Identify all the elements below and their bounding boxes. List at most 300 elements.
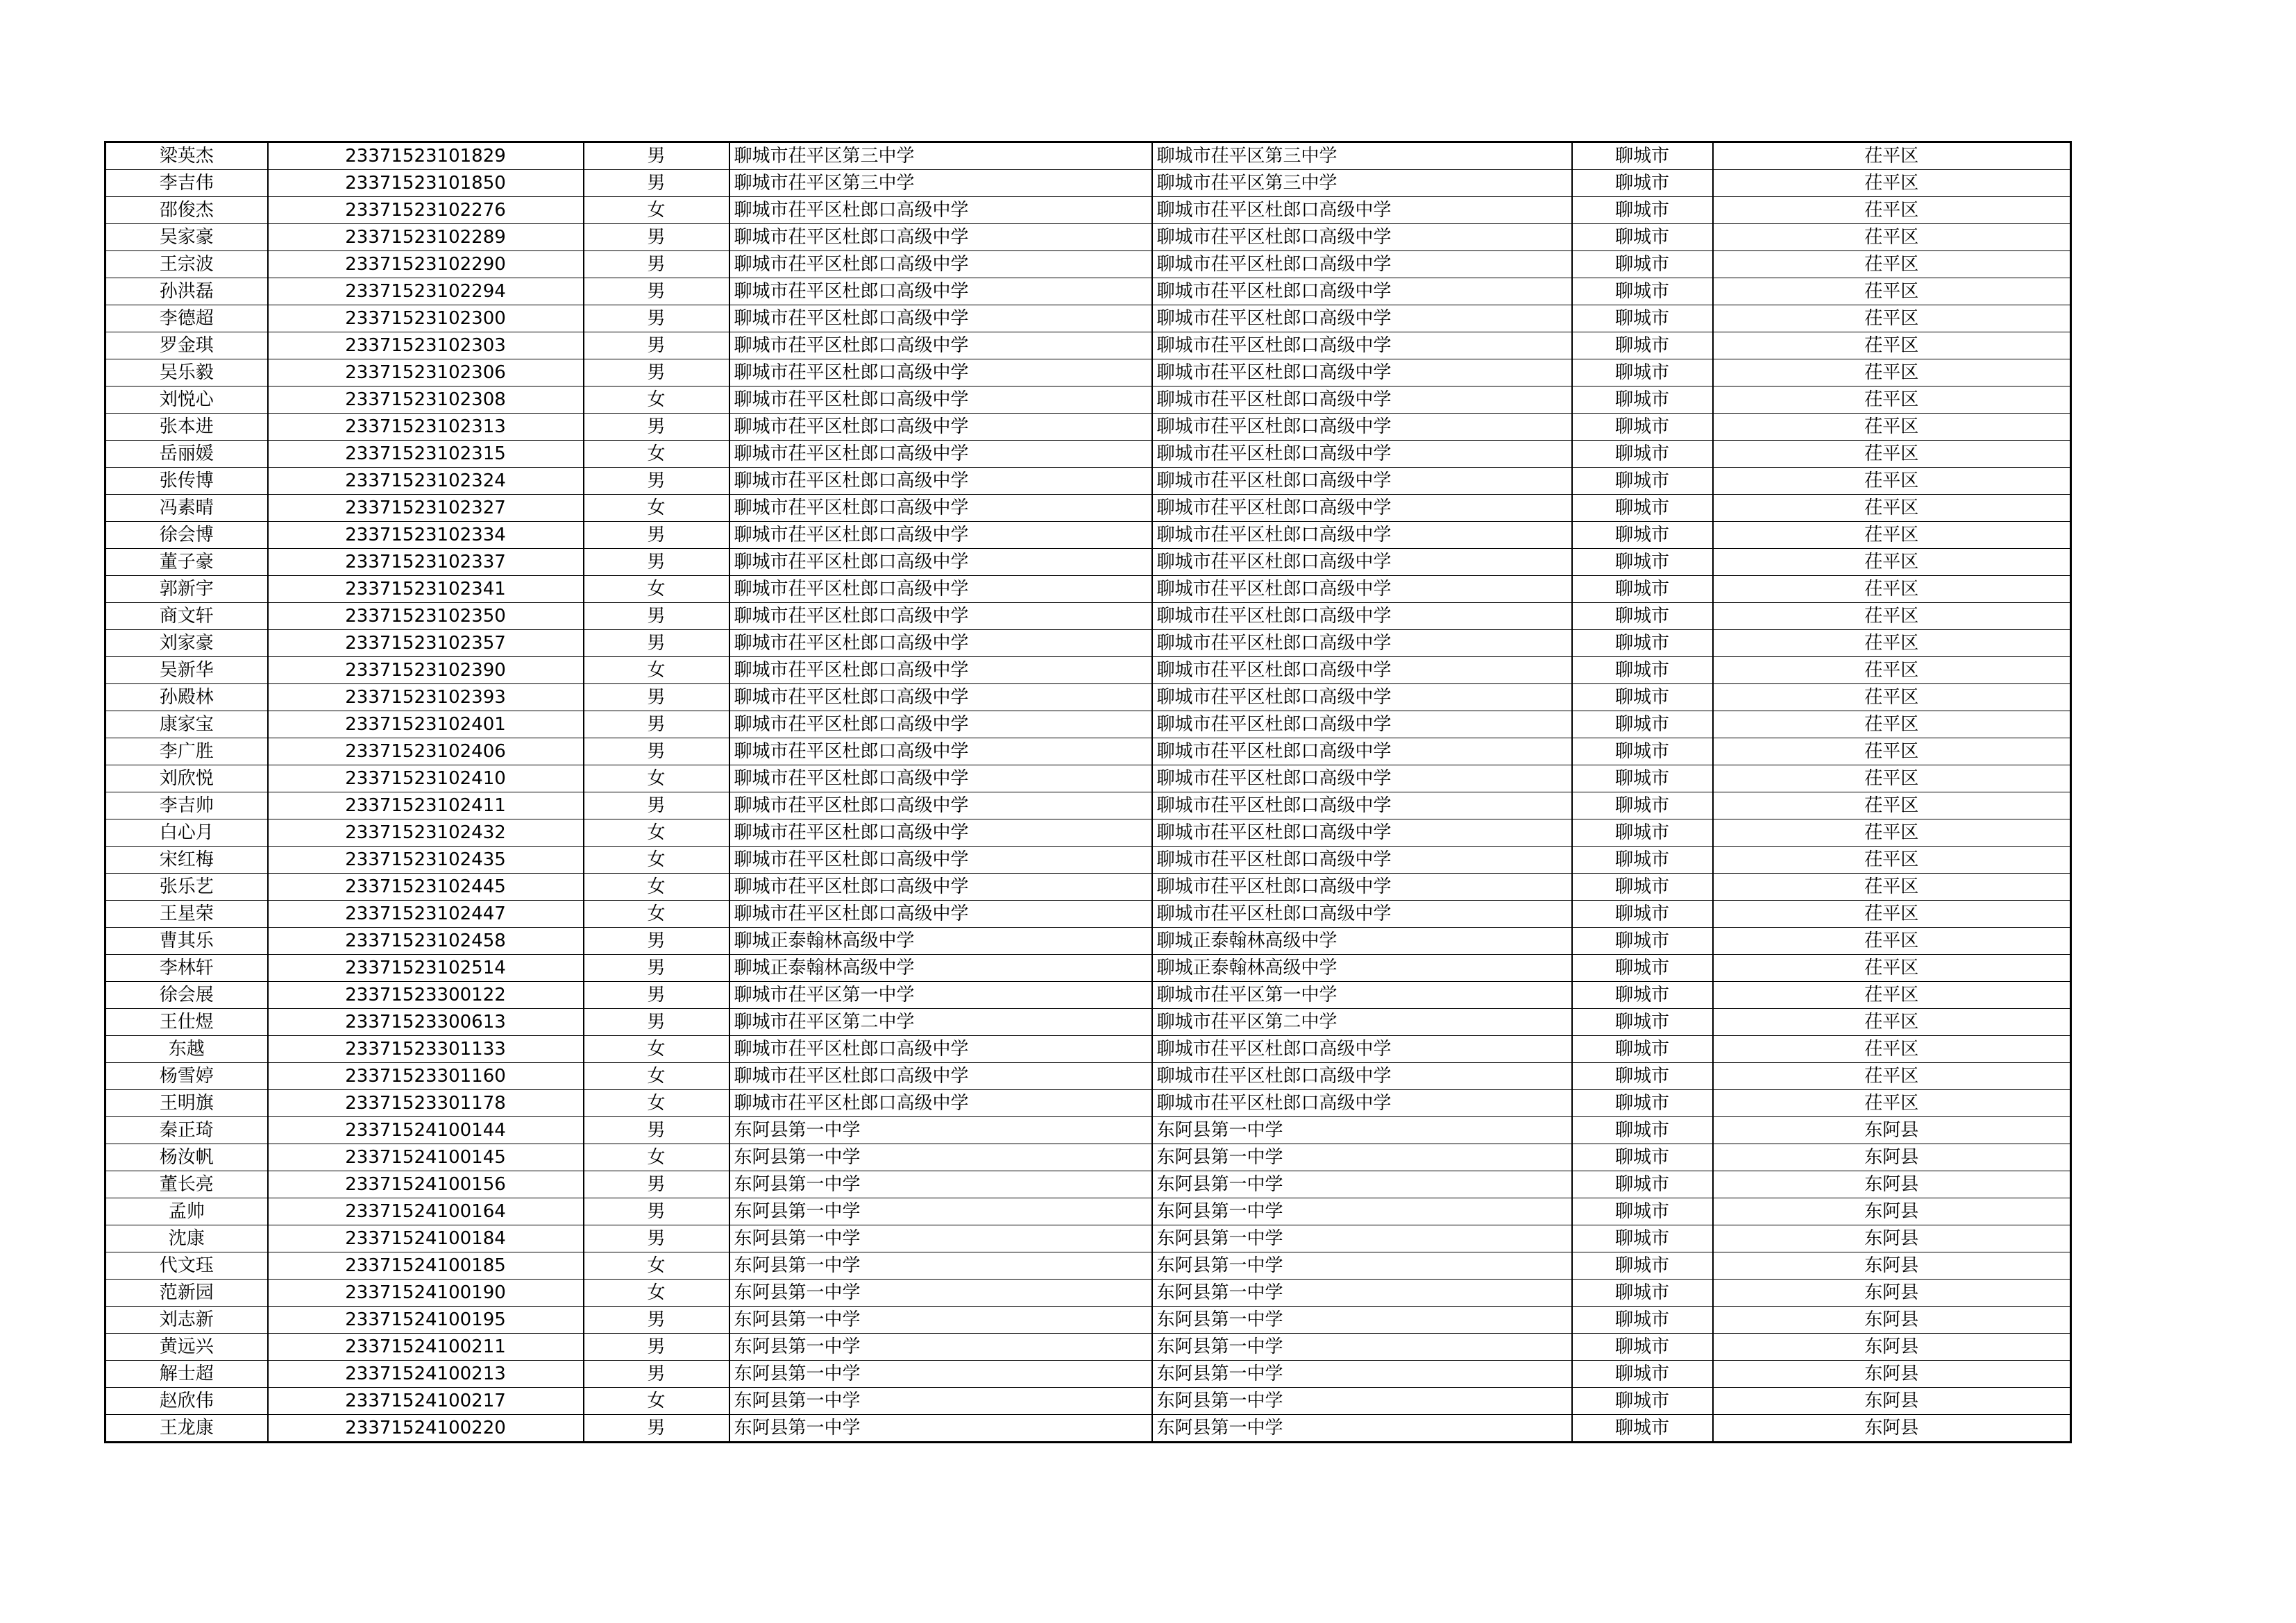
city-cell: 聊城市	[1572, 603, 1713, 630]
city-cell: 聊城市	[1572, 1171, 1713, 1198]
table-row	[105, 197, 2071, 224]
school-cell: 聊城市茌平区杜郎口高级中学	[1152, 1063, 1572, 1090]
table-row	[105, 928, 2071, 955]
school-cell: 聊城市茌平区杜郎口高级中学	[1152, 576, 1572, 603]
school-cell: 聊城市茌平区杜郎口高级中学	[729, 278, 1152, 305]
gender-cell: 男	[584, 1334, 729, 1361]
school-cell: 聊城市茌平区第三中学	[1152, 142, 1572, 170]
exam-id-cell: 23371523102410	[268, 765, 584, 792]
exam-id-cell: 23371523102313	[268, 414, 584, 441]
exam-id-cell: 23371523101850	[268, 170, 584, 197]
exam-id-cell: 23371523102341	[268, 576, 584, 603]
table-row	[105, 251, 2071, 278]
district-cell: 茌平区	[1713, 522, 2071, 549]
city-cell: 聊城市	[1572, 224, 1713, 251]
school-cell: 东阿县第一中学	[1152, 1280, 1572, 1307]
table-row	[105, 224, 2071, 251]
school-cell: 东阿县第一中学	[729, 1198, 1152, 1225]
school-cell: 聊城市茌平区杜郎口高级中学	[1152, 549, 1572, 576]
school-cell: 东阿县第一中学	[1152, 1225, 1572, 1252]
gender-cell: 男	[584, 1415, 729, 1443]
table-row	[105, 549, 2071, 576]
school-cell: 聊城市茌平区杜郎口高级中学	[729, 1090, 1152, 1117]
table-row	[105, 711, 2071, 738]
gender-cell: 男	[584, 142, 729, 170]
name-cell: 吴乐毅	[105, 359, 268, 386]
school-cell: 聊城市茌平区杜郎口高级中学	[1152, 414, 1572, 441]
city-cell: 聊城市	[1572, 359, 1713, 386]
gender-cell: 男	[584, 332, 729, 359]
school-cell: 聊城市茌平区杜郎口高级中学	[1152, 278, 1572, 305]
school-cell: 聊城市茌平区杜郎口高级中学	[729, 847, 1152, 874]
school-cell: 聊城市茌平区第二中学	[1152, 1009, 1572, 1036]
school-cell: 聊城市茌平区杜郎口高级中学	[1152, 630, 1572, 657]
gender-cell: 女	[584, 1252, 729, 1280]
school-cell: 聊城市茌平区杜郎口高级中学	[729, 1063, 1152, 1090]
exam-id-cell: 23371523102276	[268, 197, 584, 224]
gender-cell: 男	[584, 928, 729, 955]
school-cell: 聊城市茌平区杜郎口高级中学	[1152, 224, 1572, 251]
name-cell: 罗金琪	[105, 332, 268, 359]
table-row	[105, 386, 2071, 414]
gender-cell: 男	[584, 1198, 729, 1225]
exam-id-cell: 23371523102401	[268, 711, 584, 738]
name-cell: 刘志新	[105, 1307, 268, 1334]
exam-id-cell: 23371524100184	[268, 1225, 584, 1252]
gender-cell: 男	[584, 955, 729, 982]
name-cell: 岳丽媛	[105, 441, 268, 468]
table-row	[105, 847, 2071, 874]
district-cell: 东阿县	[1713, 1415, 2071, 1443]
gender-cell: 男	[584, 1307, 729, 1334]
exam-id-cell: 23371523301133	[268, 1036, 584, 1063]
name-cell: 赵欣伟	[105, 1388, 268, 1415]
name-cell: 商文轩	[105, 603, 268, 630]
city-cell: 聊城市	[1572, 251, 1713, 278]
school-cell: 聊城市茌平区杜郎口高级中学	[1152, 765, 1572, 792]
name-cell: 黄远兴	[105, 1334, 268, 1361]
school-cell: 聊城市茌平区杜郎口高级中学	[729, 197, 1152, 224]
gender-cell: 女	[584, 441, 729, 468]
gender-cell: 女	[584, 386, 729, 414]
table-row	[105, 1090, 2071, 1117]
name-cell: 董长亮	[105, 1171, 268, 1198]
exam-id-cell: 23371523102324	[268, 468, 584, 495]
school-cell: 东阿县第一中学	[729, 1225, 1152, 1252]
school-cell: 聊城市茌平区第三中学	[729, 142, 1152, 170]
exam-id-cell: 23371524100190	[268, 1280, 584, 1307]
gender-cell: 女	[584, 765, 729, 792]
exam-id-cell: 23371523300122	[268, 982, 584, 1009]
school-cell: 东阿县第一中学	[1152, 1388, 1572, 1415]
city-cell: 聊城市	[1572, 1307, 1713, 1334]
name-cell: 徐会博	[105, 522, 268, 549]
exam-id-cell: 23371523102337	[268, 549, 584, 576]
gender-cell: 女	[584, 874, 729, 901]
table-row	[105, 792, 2071, 819]
table-row	[105, 305, 2071, 332]
city-cell: 聊城市	[1572, 711, 1713, 738]
name-cell: 梁英杰	[105, 142, 268, 170]
name-cell: 吴新华	[105, 657, 268, 684]
school-cell: 聊城市茌平区杜郎口高级中学	[729, 711, 1152, 738]
school-cell: 聊城市茌平区杜郎口高级中学	[729, 1036, 1152, 1063]
district-cell: 东阿县	[1713, 1388, 2071, 1415]
gender-cell: 男	[584, 251, 729, 278]
school-cell: 聊城正泰翰林高级中学	[1152, 955, 1572, 982]
city-cell: 聊城市	[1572, 765, 1713, 792]
table-row	[105, 332, 2071, 359]
exam-id-cell: 23371523102315	[268, 441, 584, 468]
district-cell: 茌平区	[1713, 874, 2071, 901]
district-cell: 茌平区	[1713, 251, 2071, 278]
city-cell: 聊城市	[1572, 305, 1713, 332]
city-cell: 聊城市	[1572, 955, 1713, 982]
exam-id-cell: 23371523102306	[268, 359, 584, 386]
table-row	[105, 657, 2071, 684]
gender-cell: 女	[584, 1280, 729, 1307]
school-cell: 聊城市茌平区杜郎口高级中学	[1152, 441, 1572, 468]
district-cell: 茌平区	[1713, 278, 2071, 305]
city-cell: 聊城市	[1572, 1036, 1713, 1063]
district-cell: 茌平区	[1713, 305, 2071, 332]
district-cell: 茌平区	[1713, 1090, 2071, 1117]
school-cell: 聊城市茌平区杜郎口高级中学	[1152, 603, 1572, 630]
city-cell: 聊城市	[1572, 1144, 1713, 1171]
school-cell: 聊城市茌平区杜郎口高级中学	[1152, 359, 1572, 386]
school-cell: 聊城市茌平区杜郎口高级中学	[729, 684, 1152, 711]
name-cell: 王明旗	[105, 1090, 268, 1117]
district-cell: 茌平区	[1713, 630, 2071, 657]
school-cell: 聊城市茌平区杜郎口高级中学	[729, 251, 1152, 278]
exam-id-cell: 23371523102435	[268, 847, 584, 874]
city-cell: 聊城市	[1572, 278, 1713, 305]
table-row	[105, 522, 2071, 549]
district-cell: 茌平区	[1713, 792, 2071, 819]
school-cell: 东阿县第一中学	[729, 1361, 1152, 1388]
district-cell: 茌平区	[1713, 765, 2071, 792]
school-cell: 聊城市茌平区杜郎口高级中学	[1152, 684, 1572, 711]
exam-id-cell: 23371523102432	[268, 819, 584, 847]
gender-cell: 女	[584, 576, 729, 603]
city-cell: 聊城市	[1572, 901, 1713, 928]
name-cell: 徐会展	[105, 982, 268, 1009]
district-cell: 东阿县	[1713, 1144, 2071, 1171]
name-cell: 孟帅	[105, 1198, 268, 1225]
table-row	[105, 982, 2071, 1009]
name-cell: 孙殿林	[105, 684, 268, 711]
school-cell: 聊城市茌平区杜郎口高级中学	[1152, 1036, 1572, 1063]
gender-cell: 女	[584, 1063, 729, 1090]
school-cell: 聊城市茌平区杜郎口高级中学	[1152, 386, 1572, 414]
district-cell: 茌平区	[1713, 1036, 2071, 1063]
city-cell: 聊城市	[1572, 576, 1713, 603]
table-row	[105, 1009, 2071, 1036]
city-cell: 聊城市	[1572, 792, 1713, 819]
school-cell: 东阿县第一中学	[1152, 1171, 1572, 1198]
school-cell: 聊城市茌平区杜郎口高级中学	[729, 441, 1152, 468]
school-cell: 聊城正泰翰林高级中学	[1152, 928, 1572, 955]
table-row	[105, 1415, 2071, 1443]
name-cell: 孙洪磊	[105, 278, 268, 305]
school-cell: 聊城正泰翰林高级中学	[729, 955, 1152, 982]
gender-cell: 男	[584, 305, 729, 332]
table-row	[105, 1361, 2071, 1388]
table-row	[105, 495, 2071, 522]
name-cell: 白心月	[105, 819, 268, 847]
city-cell: 聊城市	[1572, 1334, 1713, 1361]
city-cell: 聊城市	[1572, 1225, 1713, 1252]
gender-cell: 男	[584, 684, 729, 711]
school-cell: 东阿县第一中学	[729, 1307, 1152, 1334]
school-cell: 聊城市茌平区杜郎口高级中学	[1152, 305, 1572, 332]
name-cell: 沈康	[105, 1225, 268, 1252]
name-cell: 代文珏	[105, 1252, 268, 1280]
school-cell: 东阿县第一中学	[1152, 1334, 1572, 1361]
name-cell: 李广胜	[105, 738, 268, 765]
gender-cell: 女	[584, 657, 729, 684]
school-cell: 聊城市茌平区杜郎口高级中学	[729, 332, 1152, 359]
district-cell: 茌平区	[1713, 332, 2071, 359]
gender-cell: 男	[584, 1225, 729, 1252]
school-cell: 东阿县第一中学	[729, 1280, 1152, 1307]
district-cell: 茌平区	[1713, 386, 2071, 414]
name-cell: 李德超	[105, 305, 268, 332]
name-cell: 宋红梅	[105, 847, 268, 874]
gender-cell: 女	[584, 819, 729, 847]
district-cell: 茌平区	[1713, 142, 2071, 170]
table-row	[105, 738, 2071, 765]
table-row	[105, 955, 2071, 982]
name-cell: 王龙康	[105, 1415, 268, 1443]
district-cell: 东阿县	[1713, 1307, 2071, 1334]
district-cell: 茌平区	[1713, 711, 2071, 738]
gender-cell: 男	[584, 224, 729, 251]
district-cell: 茌平区	[1713, 1063, 2071, 1090]
name-cell: 刘欣悦	[105, 765, 268, 792]
school-cell: 聊城市茌平区杜郎口高级中学	[1152, 1090, 1572, 1117]
table-body	[105, 142, 2071, 1443]
exam-id-cell: 23371523102294	[268, 278, 584, 305]
table-row	[105, 630, 2071, 657]
school-cell: 东阿县第一中学	[729, 1252, 1152, 1280]
school-cell: 东阿县第一中学	[1152, 1415, 1572, 1443]
school-cell: 聊城市茌平区第一中学	[1152, 982, 1572, 1009]
name-cell: 吴家豪	[105, 224, 268, 251]
table-row	[105, 142, 2071, 170]
exam-id-cell: 23371523102300	[268, 305, 584, 332]
name-cell: 杨汝帆	[105, 1144, 268, 1171]
city-cell: 聊城市	[1572, 332, 1713, 359]
city-cell: 聊城市	[1572, 982, 1713, 1009]
school-cell: 东阿县第一中学	[1152, 1361, 1572, 1388]
city-cell: 聊城市	[1572, 630, 1713, 657]
school-cell: 聊城市茌平区杜郎口高级中学	[729, 792, 1152, 819]
name-cell: 范新园	[105, 1280, 268, 1307]
school-cell: 东阿县第一中学	[729, 1171, 1152, 1198]
district-cell: 茌平区	[1713, 441, 2071, 468]
school-cell: 东阿县第一中学	[729, 1117, 1152, 1144]
gender-cell: 男	[584, 522, 729, 549]
table-row	[105, 1280, 2071, 1307]
school-cell: 聊城市茌平区杜郎口高级中学	[729, 305, 1152, 332]
city-cell: 聊城市	[1572, 197, 1713, 224]
district-cell: 茌平区	[1713, 197, 2071, 224]
exam-id-cell: 23371523102289	[268, 224, 584, 251]
city-cell: 聊城市	[1572, 522, 1713, 549]
table-row	[105, 684, 2071, 711]
exam-id-cell: 23371523102334	[268, 522, 584, 549]
district-cell: 茌平区	[1713, 359, 2071, 386]
gender-cell: 女	[584, 197, 729, 224]
name-cell: 张乐艺	[105, 874, 268, 901]
school-cell: 聊城市茌平区杜郎口高级中学	[1152, 332, 1572, 359]
table-row	[105, 603, 2071, 630]
exam-id-cell: 23371523102308	[268, 386, 584, 414]
school-cell: 聊城市茌平区杜郎口高级中学	[1152, 792, 1572, 819]
school-cell: 聊城市茌平区第三中学	[729, 170, 1152, 197]
name-cell: 李吉帅	[105, 792, 268, 819]
school-cell: 东阿县第一中学	[729, 1144, 1152, 1171]
exam-id-cell: 23371523102290	[268, 251, 584, 278]
school-cell: 聊城市茌平区杜郎口高级中学	[729, 522, 1152, 549]
city-cell: 聊城市	[1572, 170, 1713, 197]
district-cell: 茌平区	[1713, 224, 2071, 251]
school-cell: 聊城市茌平区杜郎口高级中学	[729, 630, 1152, 657]
table-row	[105, 765, 2071, 792]
table-row	[105, 170, 2071, 197]
district-cell: 茌平区	[1713, 1009, 2071, 1036]
school-cell: 聊城市茌平区杜郎口高级中学	[729, 738, 1152, 765]
school-cell: 聊城市茌平区杜郎口高级中学	[1152, 468, 1572, 495]
school-cell: 聊城市茌平区杜郎口高级中学	[729, 765, 1152, 792]
exam-id-cell: 23371524100220	[268, 1415, 584, 1443]
gender-cell: 女	[584, 847, 729, 874]
gender-cell: 男	[584, 414, 729, 441]
table-row	[105, 1225, 2071, 1252]
school-cell: 聊城市茌平区杜郎口高级中学	[1152, 197, 1572, 224]
district-cell: 茌平区	[1713, 738, 2071, 765]
gender-cell: 女	[584, 901, 729, 928]
city-cell: 聊城市	[1572, 1063, 1713, 1090]
name-cell: 王宗波	[105, 251, 268, 278]
exam-id-cell: 23371523300613	[268, 1009, 584, 1036]
gender-cell: 男	[584, 359, 729, 386]
city-cell: 聊城市	[1572, 1117, 1713, 1144]
table-row	[105, 874, 2071, 901]
gender-cell: 男	[584, 1117, 729, 1144]
city-cell: 聊城市	[1572, 414, 1713, 441]
table-row	[105, 1307, 2071, 1334]
school-cell: 聊城市茌平区杜郎口高级中学	[729, 359, 1152, 386]
gender-cell: 男	[584, 1009, 729, 1036]
school-cell: 东阿县第一中学	[1152, 1144, 1572, 1171]
school-cell: 聊城市茌平区杜郎口高级中学	[729, 901, 1152, 928]
city-cell: 聊城市	[1572, 928, 1713, 955]
gender-cell: 男	[584, 738, 729, 765]
gender-cell: 男	[584, 711, 729, 738]
school-cell: 聊城市茌平区杜郎口高级中学	[1152, 251, 1572, 278]
table-row	[105, 1388, 2071, 1415]
gender-cell: 男	[584, 468, 729, 495]
city-cell: 聊城市	[1572, 847, 1713, 874]
gender-cell: 女	[584, 1036, 729, 1063]
district-cell: 茌平区	[1713, 414, 2071, 441]
school-cell: 聊城市茌平区杜郎口高级中学	[729, 468, 1152, 495]
school-cell: 聊城市茌平区杜郎口高级中学	[1152, 711, 1572, 738]
city-cell: 聊城市	[1572, 495, 1713, 522]
school-cell: 聊城市茌平区第一中学	[729, 982, 1152, 1009]
gender-cell: 男	[584, 549, 729, 576]
city-cell: 聊城市	[1572, 142, 1713, 170]
exam-id-cell: 23371523102393	[268, 684, 584, 711]
table-row	[105, 468, 2071, 495]
table-row	[105, 441, 2071, 468]
school-cell: 东阿县第一中学	[729, 1415, 1152, 1443]
table-row	[105, 359, 2071, 386]
school-cell: 聊城市茌平区杜郎口高级中学	[729, 576, 1152, 603]
table-row	[105, 1171, 2071, 1198]
district-cell: 东阿县	[1713, 1171, 2071, 1198]
gender-cell: 女	[584, 495, 729, 522]
name-cell: 康家宝	[105, 711, 268, 738]
district-cell: 东阿县	[1713, 1225, 2071, 1252]
district-cell: 茌平区	[1713, 170, 2071, 197]
school-cell: 聊城正泰翰林高级中学	[729, 928, 1152, 955]
school-cell: 东阿县第一中学	[1152, 1117, 1572, 1144]
city-cell: 聊城市	[1572, 549, 1713, 576]
city-cell: 聊城市	[1572, 684, 1713, 711]
exam-id-cell: 23371524100213	[268, 1361, 584, 1388]
exam-id-cell: 23371523102406	[268, 738, 584, 765]
table-row	[105, 576, 2071, 603]
school-cell: 聊城市茌平区杜郎口高级中学	[729, 874, 1152, 901]
school-cell: 东阿县第一中学	[729, 1334, 1152, 1361]
district-cell: 东阿县	[1713, 1334, 2071, 1361]
district-cell: 茌平区	[1713, 982, 2071, 1009]
exam-id-cell: 23371523102514	[268, 955, 584, 982]
name-cell: 解士超	[105, 1361, 268, 1388]
district-cell: 茌平区	[1713, 847, 2071, 874]
gender-cell: 男	[584, 603, 729, 630]
school-cell: 东阿县第一中学	[729, 1388, 1152, 1415]
school-cell: 聊城市茌平区杜郎口高级中学	[729, 495, 1152, 522]
gender-cell: 女	[584, 1388, 729, 1415]
exam-id-cell: 23371524100145	[268, 1144, 584, 1171]
school-cell: 聊城市茌平区杜郎口高级中学	[729, 549, 1152, 576]
exam-id-cell: 23371523102458	[268, 928, 584, 955]
gender-cell: 男	[584, 1361, 729, 1388]
student-list-table	[104, 141, 2072, 1443]
name-cell: 董子豪	[105, 549, 268, 576]
school-cell: 聊城市茌平区杜郎口高级中学	[729, 414, 1152, 441]
city-cell: 聊城市	[1572, 1280, 1713, 1307]
name-cell: 刘悦心	[105, 386, 268, 414]
table-row	[105, 1063, 2071, 1090]
district-cell: 茌平区	[1713, 468, 2071, 495]
exam-id-cell: 23371523102445	[268, 874, 584, 901]
school-cell: 聊城市茌平区杜郎口高级中学	[729, 657, 1152, 684]
city-cell: 聊城市	[1572, 738, 1713, 765]
school-cell: 聊城市茌平区第二中学	[729, 1009, 1152, 1036]
name-cell: 东越	[105, 1036, 268, 1063]
city-cell: 聊城市	[1572, 441, 1713, 468]
district-cell: 茌平区	[1713, 603, 2071, 630]
city-cell: 聊城市	[1572, 1252, 1713, 1280]
school-cell: 聊城市茌平区杜郎口高级中学	[729, 224, 1152, 251]
city-cell: 聊城市	[1572, 1388, 1713, 1415]
exam-id-cell: 23371524100195	[268, 1307, 584, 1334]
